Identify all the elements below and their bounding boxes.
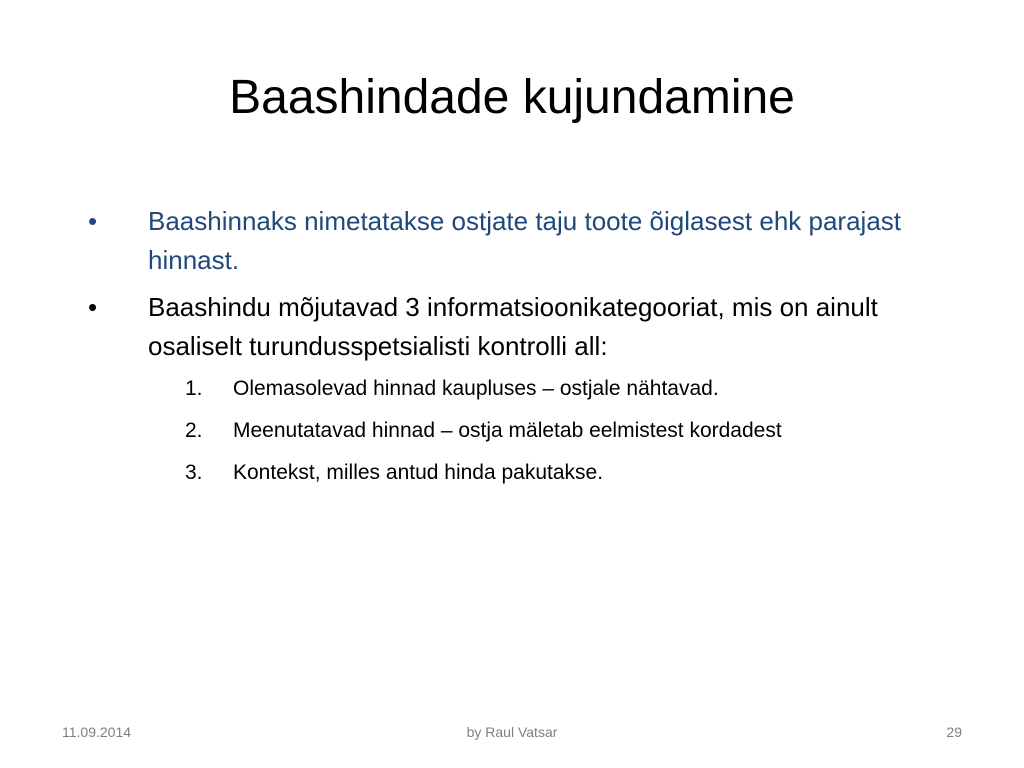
numbered-item <box>185 416 960 446</box>
footer-author: by Raul Vatsar <box>466 724 558 740</box>
item-text: Olemasolevad hinnad kaupluses – ostjale nähtavad. <box>233 377 719 400</box>
item-number: 1. <box>185 377 203 400</box>
numbered-item <box>185 374 960 404</box>
item-number: 3. <box>185 461 203 484</box>
bullet-text: Baashindu mõjutavad 3 informatsioonikategooriat, mis on ainult osaliselt turundusspetsialisti kontrolli all: <box>148 292 878 361</box>
bullet-mark: • <box>88 292 98 322</box>
bullet-item-definition <box>80 202 960 280</box>
bullet-list <box>80 202 960 500</box>
bullet-text: Baashinnaks nimetatakse ostjate taju toote õiglasest ehk parajast hinnast. <box>148 206 902 275</box>
item-text: Kontekst, milles antud hinda pakutakse. <box>233 461 604 484</box>
item-text: Meenutatavad hinnad – ostja mäletab eelmistest kordadest <box>233 419 782 442</box>
numbered-item <box>185 458 960 488</box>
item-number: 2. <box>185 419 203 442</box>
bullet-item-categories <box>80 288 960 366</box>
bullet-mark: • <box>88 206 98 236</box>
footer-page-number: 29 <box>946 724 962 740</box>
footer-date: 11.09.2014 <box>62 724 132 740</box>
slide-title: Baashindade kujundamine <box>229 71 795 124</box>
numbered-list <box>80 374 960 488</box>
